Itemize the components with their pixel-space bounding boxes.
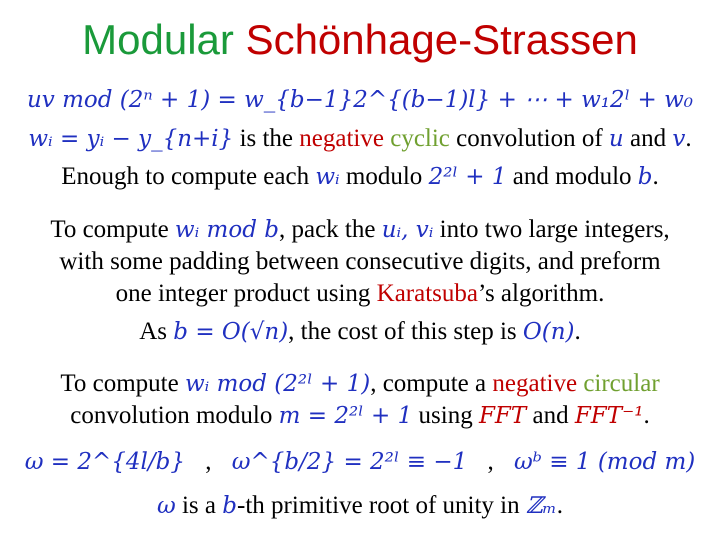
text-cyclic: cyclic bbox=[390, 125, 450, 152]
separator: , bbox=[487, 448, 494, 475]
line-fft bbox=[0, 400, 720, 432]
formula-m-equals: m = 2²ˡ + 1 bbox=[278, 403, 413, 429]
text-is-a: is a bbox=[181, 492, 217, 519]
formula-wi-mod-2-2l-plus-1: wᵢ mod (2²ˡ + 1) bbox=[184, 371, 371, 397]
text-and-modulo: and modulo bbox=[512, 163, 632, 190]
formula-omega-b: ωᵇ ≡ 1 (mod m) bbox=[514, 449, 696, 475]
period: . bbox=[652, 163, 659, 190]
title-schonhage-strassen: Schönhage-Strassen bbox=[245, 16, 638, 63]
text-to-compute: To compute bbox=[50, 216, 169, 243]
text-and: and bbox=[532, 402, 569, 429]
period: . bbox=[685, 125, 692, 152]
text-algorithm: ’s algorithm. bbox=[478, 280, 605, 307]
text-into-two-large-integers: into two large integers, bbox=[439, 216, 670, 243]
slide-title bbox=[0, 14, 720, 66]
formula-wi: wᵢ = yᵢ − y_{n+i} bbox=[28, 126, 234, 152]
var-b: b bbox=[222, 493, 237, 519]
text-and: and bbox=[630, 125, 667, 152]
text-padding: with some padding between consecutive digits, and preform bbox=[59, 248, 661, 275]
line-wi-definition bbox=[0, 123, 720, 155]
var-wi: wᵢ bbox=[315, 164, 340, 190]
line-enough-to-compute bbox=[0, 161, 720, 193]
formula-uv-mod: uv mod (2ⁿ + 1) = w_{b−1}2^{(b−1)l} + ⋯ + w₁2ˡ + w₀ bbox=[26, 87, 694, 113]
var-u: u bbox=[608, 126, 624, 152]
text-compute-a: , compute a bbox=[370, 370, 487, 397]
text-primitive-root: -th primitive root of unity in bbox=[237, 492, 520, 519]
formula-ui-vi: uᵢ, vᵢ bbox=[381, 217, 434, 243]
text-convolution-modulo: convolution modulo bbox=[70, 402, 273, 429]
var-omega: ω bbox=[156, 493, 176, 519]
formula-wi-mod-b: wᵢ mod b bbox=[174, 217, 279, 243]
text-circular: circular bbox=[583, 370, 660, 397]
separator: , bbox=[205, 448, 212, 475]
title-modular: Modular bbox=[82, 16, 246, 63]
period: . bbox=[556, 492, 564, 519]
text-enough: Enough to compute each bbox=[61, 163, 310, 190]
text-as: As bbox=[139, 318, 168, 345]
period: . bbox=[643, 402, 650, 429]
text-cost-of-step: , the cost of this step is bbox=[288, 318, 517, 345]
line-padding bbox=[0, 246, 720, 278]
formula-zm: ℤₘ bbox=[525, 493, 557, 519]
text-convolution-of: convolution of bbox=[456, 125, 603, 152]
line-primitive-root bbox=[0, 490, 720, 522]
text-fft: FFT bbox=[478, 403, 527, 429]
formula-big-o-n: O(n) bbox=[522, 319, 575, 345]
line-uv-mod bbox=[0, 84, 720, 116]
text-karatsuba: Karatsuba bbox=[376, 280, 478, 307]
formula-omega-def: ω = 2^{4l/b} bbox=[24, 449, 185, 475]
text-negative: negative bbox=[492, 370, 578, 397]
formula-2-2l-plus-1: 2²ˡ + 1 bbox=[428, 164, 507, 190]
line-cost bbox=[0, 316, 720, 348]
line-to-compute-wi-mod-b bbox=[0, 214, 720, 246]
period: . bbox=[574, 318, 581, 345]
text-pack-the: , pack the bbox=[278, 216, 376, 243]
text-to-compute: To compute bbox=[60, 370, 179, 397]
formula-omega-half: ω^{b/2} = 2²ˡ ≡ −1 bbox=[231, 449, 468, 475]
text-fft-inverse: FFT⁻¹ bbox=[574, 403, 644, 429]
text-using: using bbox=[418, 402, 473, 429]
var-b: b bbox=[637, 164, 653, 190]
var-v: v bbox=[672, 126, 686, 152]
text-negative: negative bbox=[299, 125, 384, 152]
line-omega bbox=[0, 446, 720, 478]
line-karatsuba bbox=[0, 278, 720, 310]
text-one-integer-product: one integer product using bbox=[115, 280, 371, 307]
formula-b-big-o-sqrt-n: b = O(√n) bbox=[173, 319, 289, 345]
line-negative-circular bbox=[0, 368, 720, 400]
text-modulo: modulo bbox=[345, 163, 423, 190]
text-is-the: is the bbox=[239, 125, 294, 152]
